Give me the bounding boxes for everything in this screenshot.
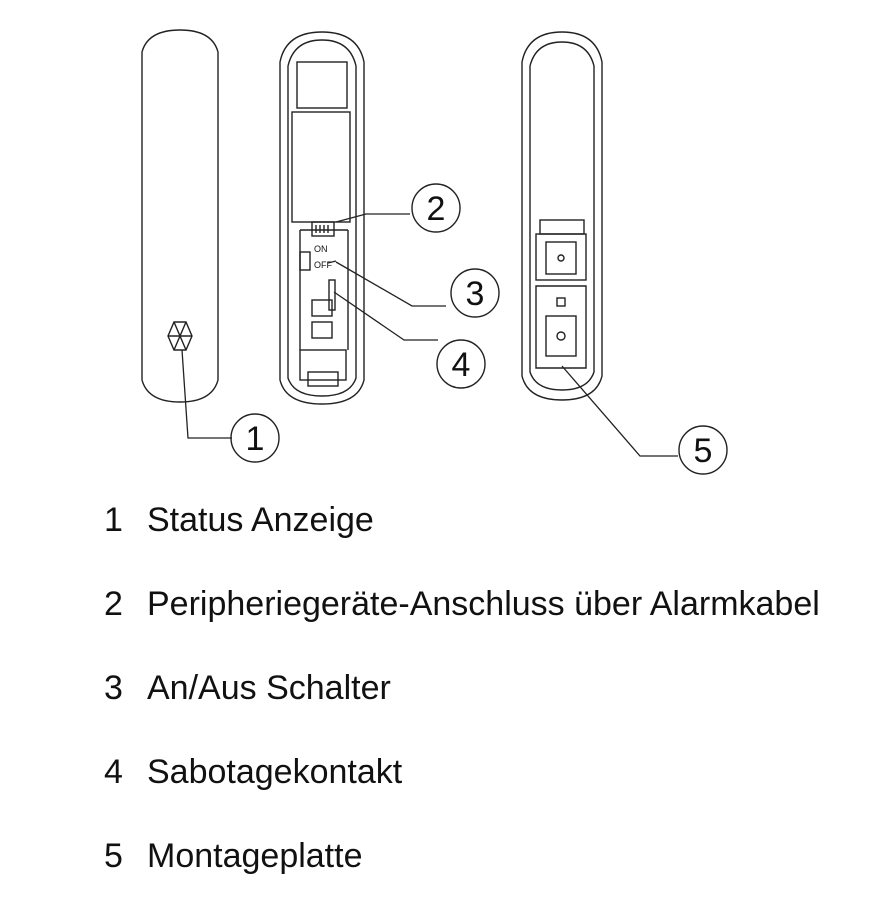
legend-number: 1 [104, 500, 123, 539]
legend-item-peripheral-connector [104, 562, 884, 646]
legend-label: Sabotagekontakt [147, 752, 403, 791]
callout-number-5: 5 [693, 432, 713, 470]
sensor-back-view [522, 32, 602, 400]
legend-item-tamper-contact [104, 730, 884, 814]
switch-label-off: OFF [314, 260, 332, 270]
legend-label: An/Aus Schalter [147, 668, 391, 707]
legend-label: Peripheriegeräte-Anschluss über Alarmkabel [147, 584, 820, 623]
leader-line-2 [336, 214, 410, 222]
switch-label-on: ON [314, 244, 328, 254]
leader-line-1 [182, 350, 232, 438]
legend-label: Montageplatte [147, 836, 363, 875]
legend-number: 3 [104, 668, 123, 707]
leader-line-3 [336, 262, 446, 306]
legend-number: 2 [104, 584, 123, 623]
legend [104, 478, 884, 898]
callout-number-1: 1 [245, 420, 265, 458]
leader-line-5 [562, 366, 678, 456]
legend-number: 5 [104, 836, 123, 875]
legend-item-status-indicator [104, 478, 884, 562]
status-led-icon [168, 322, 192, 350]
legend-label: Status Anzeige [147, 500, 374, 539]
legend-item-on-off-switch [104, 646, 884, 730]
callout-number-2: 2 [426, 190, 446, 228]
sensor-front-view [142, 30, 218, 402]
legend-number: 4 [104, 752, 123, 791]
legend-item-mounting-plate [104, 814, 884, 898]
mounting-plate [536, 220, 586, 368]
callout-number-4: 4 [451, 346, 471, 384]
on-off-switch [300, 244, 336, 270]
alarm-cable-connector [312, 222, 334, 236]
leader-line-4 [334, 292, 438, 340]
tamper-contact [312, 280, 335, 338]
callout-number-3: 3 [465, 275, 485, 313]
